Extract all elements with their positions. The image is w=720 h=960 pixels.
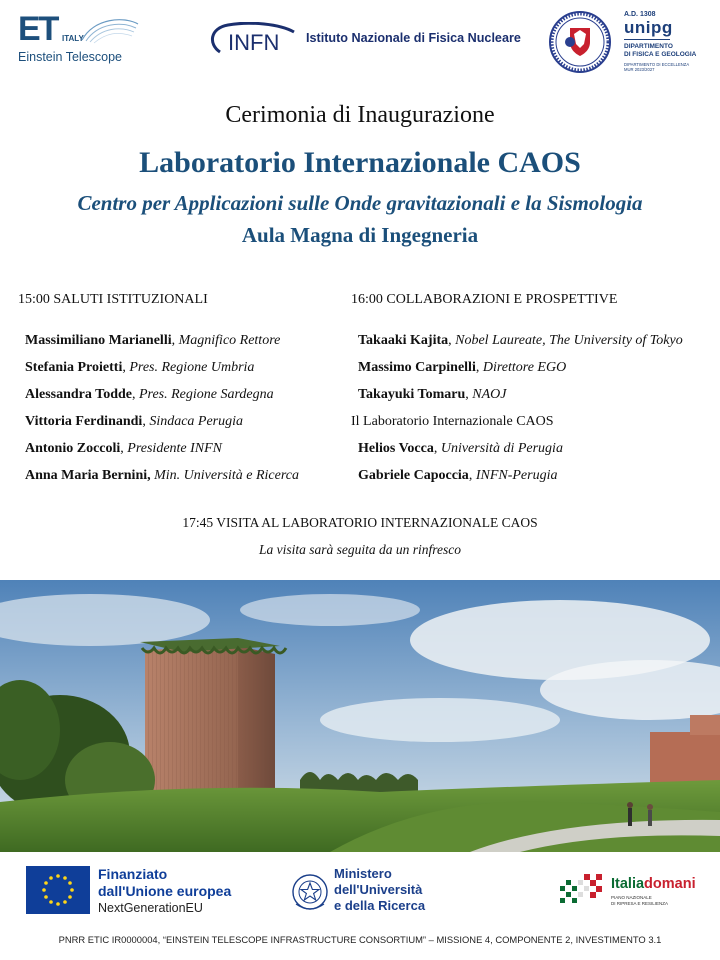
speaker-name: Vittoria Ferdinandi: [25, 414, 143, 429]
speaker-role: Direttore EGO: [482, 360, 567, 375]
speaker-row: Takaaki Kajita, Nobel Laureate, The University of Tokyo: [358, 333, 683, 348]
eu-line1: Finanziato: [98, 866, 168, 882]
eu-line3: NextGenerationEU: [98, 901, 203, 915]
infn-mark-icon: [206, 22, 298, 56]
unipg-dept-line2: DI FISICA E GEOLOGIA: [624, 51, 697, 58]
speaker-row: [18, 462, 338, 489]
speaker-row: Antonio Zoccoli, Presidente INFN: [25, 441, 223, 456]
unipg-dept-line1: DIPARTIMENTO: [624, 43, 673, 50]
speaker-name: Takaaki Kajita: [358, 333, 449, 348]
session-subheading-caos: Il Laboratorio Internazionale CAOS: [351, 414, 554, 429]
unipg-name: unipg: [624, 18, 673, 37]
speaker-row: Massimo Carpinelli, Direttore EGO: [358, 360, 567, 375]
speaker-role: Università di Perugia: [440, 441, 563, 456]
speaker-row: Helios Vocca, Università di Perugia: [358, 441, 563, 456]
speaker-role: NAOJ: [472, 387, 507, 402]
italiadomani-name: Italiadomani: [611, 876, 696, 892]
visit-block: [0, 514, 720, 559]
mur-line3: e della Ricerca: [334, 898, 426, 913]
speaker-name: Stefania Proietti: [25, 360, 123, 375]
mur-text: [334, 866, 425, 914]
speaker-role: Sindaca Perugia: [149, 414, 244, 429]
speaker-row: Takayuki Tomaru, NAOJ: [358, 387, 507, 402]
program-left-column: [18, 291, 338, 489]
mur-line1: Ministero: [334, 866, 392, 881]
speaker-role: Presidente INFN: [127, 441, 223, 456]
speaker-name: Helios Vocca: [358, 441, 434, 456]
et-name: Einstein Telescope: [18, 50, 123, 64]
speaker-role: Pres. Regione Umbria: [129, 360, 255, 375]
republic-emblem-icon: [290, 870, 330, 914]
eu-funding-logo: [26, 866, 246, 918]
speaker-role: INFN-Perugia: [475, 468, 558, 483]
speaker-role: Min. Università e Ricerca: [154, 468, 300, 483]
laboratory-rendering-image: [0, 580, 720, 852]
et-mark: ET: [18, 10, 58, 48]
session-heading-collaborazioni: 16:00 COLLABORAZIONI E PROSPETTIVE: [351, 292, 618, 307]
unipg-year: A.D. 1308: [624, 11, 656, 18]
svg-text:INFN: INFN: [228, 30, 280, 55]
italiadomani-logo: [558, 870, 708, 914]
ceremony-title: Cerimonia di Inaugurazione: [225, 102, 495, 128]
speaker-row: Massimiliano Marianelli, Magnifico Rettore: [25, 333, 281, 348]
speaker-name: Anna Maria Bernini,: [25, 468, 151, 483]
einstein-telescope-logo: [18, 12, 138, 68]
et-italy-label: ITALY: [62, 34, 84, 43]
eu-line2: dall'Unione europea: [98, 883, 232, 899]
speaker-name: Takayuki Tomaru: [358, 387, 466, 402]
speaker-name: Alessandra Todde: [25, 387, 132, 402]
italiadomani-subtitle: PIANO NAZIONALE DI RIPRESA E RESILIENZA: [611, 895, 669, 906]
eu-flag-icon: [26, 866, 90, 914]
infn-name: Istituto Nazionale di Fisica Nucleare: [306, 31, 521, 45]
unipg-sub-line1: DIPARTIMENTO DI ECCELLENZA: [624, 62, 690, 67]
unipg-logo: [624, 10, 716, 86]
center-subtitle: Centro per Applicazioni sulle Onde gravitazionali e la Sismologia: [77, 191, 643, 215]
speaker-role: Nobel Laureate, The University of Tokyo: [455, 333, 683, 348]
speaker-row: Stefania Proietti, Pres. Regione Umbria: [25, 360, 255, 375]
title-block: [0, 100, 720, 248]
program-right-column: [351, 291, 711, 489]
italiadomani-icon: [558, 872, 606, 912]
visit-heading: 17:45 VISITA AL LABORATORIO INTERNAZIONALE CAOS: [182, 515, 538, 530]
mur-line2: dell'Università: [334, 882, 423, 897]
speaker-name: Massimiliano Marianelli: [25, 333, 172, 348]
mur-logo: [290, 866, 440, 918]
speaker-row: Gabriele Capoccia, INFN-Perugia: [358, 468, 558, 483]
footer-grant-note: PNRR ETIC IR0000004, “EINSTEIN TELESCOPE INFRASTRUCTURE CONSORTIUM” – MISSIONE 4, COMPONENTE 2, INVESTIMENTO 3.1: [58, 934, 662, 945]
speaker-name: Massimo Carpinelli: [358, 360, 476, 375]
speaker-row: Alessandra Todde, Pres. Regione Sardegna: [25, 387, 274, 402]
et-swirl-icon: [80, 14, 140, 44]
unipg-divider: [624, 39, 670, 40]
speaker-name: Antonio Zoccoli: [25, 441, 121, 456]
unipg-sub-line2: MUR 2023/2027: [624, 67, 655, 72]
speaker-name: Gabriele Capoccia: [358, 468, 469, 483]
visit-note: La visita sarà seguita da un rinfresco: [258, 542, 461, 557]
infn-logo: [206, 22, 521, 62]
university-seal-icon: [548, 10, 612, 74]
speaker-role: Magnifico Rettore: [178, 333, 281, 348]
lab-title: Laboratorio Internazionale CAOS: [139, 146, 581, 179]
session-heading-saluti: 15:00 SALUTI ISTITUZIONALI: [18, 292, 208, 307]
venue-title: Aula Magna di Ingegneria: [241, 223, 479, 247]
speaker-role: Pres. Regione Sardegna: [138, 387, 274, 402]
eu-funding-text: [98, 866, 231, 916]
speaker-row: Vittoria Ferdinandi, Sindaca Perugia: [25, 414, 244, 429]
